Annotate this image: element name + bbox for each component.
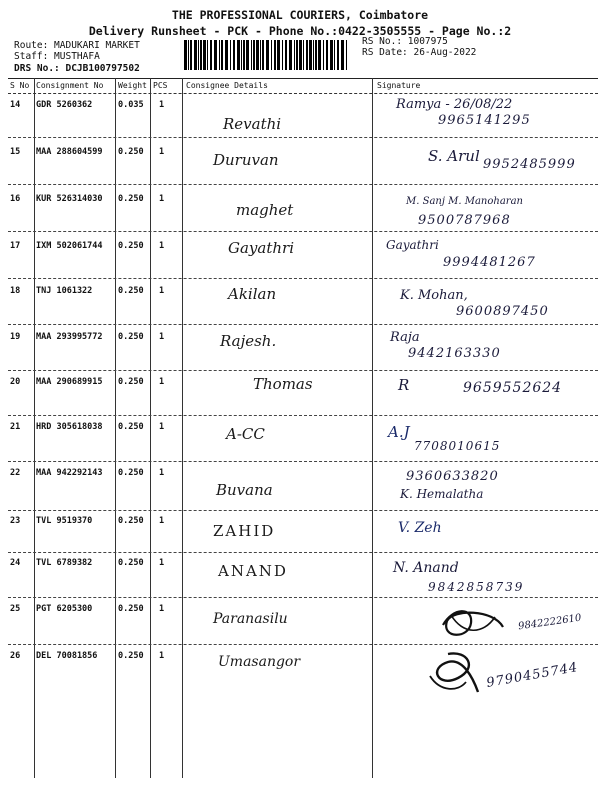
col-consignee: Consignee Details [186,81,268,90]
row-sno: 22 [10,468,21,478]
barcode-bar [309,40,312,70]
consignee-name: A-CC [226,425,265,443]
rs-number: RS No.: 1007975 [362,36,448,47]
row-weight: 0.250 [118,651,144,661]
row-pcs: 1 [159,604,165,614]
table-row [8,186,598,232]
barcode-bar [203,40,206,70]
row-weight: 0.250 [118,468,144,478]
row-consignment: KUR 526314030 [36,194,103,204]
row-weight: 0.250 [118,422,144,432]
barcode-bar [230,40,231,70]
row-pcs: 1 [159,516,165,526]
row-pcs: 1 [159,377,165,387]
barcode-bar [207,40,208,70]
recipient-signature: M. Sanj M. Manoharan [406,196,523,207]
table-row [8,326,598,371]
row-pcs: 1 [159,286,165,296]
row-pcs: 1 [159,194,165,204]
barcode-bar [194,40,197,70]
row-weight: 0.250 [118,194,144,204]
barcode-bar [251,40,252,70]
barcode-bar [303,40,304,70]
consignee-name: Buvana [216,481,273,499]
barcode-bar [289,40,292,70]
row-consignment: GDR 5260362 [36,100,93,110]
recipient-phone: 9965141295 [438,113,531,128]
row-consignment: DEL 70081856 [36,651,98,661]
consignee-name: Thomas [253,375,313,393]
barcode-bar [282,40,283,70]
col-sno: S No [10,81,30,90]
col-weight: Weight [118,81,147,90]
consignee-name: Duruvan [213,151,279,169]
recipient-signature: K. Mohan, [400,288,468,303]
barcode-bar [200,40,202,70]
route-label: Route: MADUKARI MARKET [14,40,140,51]
recipient-signature: R [398,376,410,394]
consignee-name: Revathi [223,115,282,133]
row-consignment: MAA 293995772 [36,332,103,342]
barcode-bar [346,40,347,70]
recipient-phone: 9600897450 [456,304,549,319]
recipient-phone: 9500787968 [418,213,511,228]
row-pcs: 1 [159,558,165,568]
consignee-name: Rajesh. [220,332,277,350]
barcode-bar [190,40,192,70]
consignee-name: ZAHID [213,522,276,540]
recipient-signature: Gayathri [386,238,439,252]
barcode-bar [260,40,261,70]
row-pcs: 1 [159,241,165,251]
table-row [8,139,598,185]
barcode-bar [246,40,249,70]
recipient-signature: S. Arul [428,147,480,165]
recipient-phone: 9442163330 [408,346,501,361]
row-weight: 0.250 [118,147,144,157]
barcode-bar [271,40,272,70]
recipient-signature: K. Hemalatha [400,487,484,501]
barcode-bar [219,40,220,70]
row-pcs: 1 [159,651,165,661]
row-sno: 20 [10,377,21,387]
barcode-bar [306,40,308,70]
row-sno: 26 [10,651,21,661]
row-consignment: MAA 290689915 [36,377,103,387]
row-consignment: TVL 6789382 [36,558,93,568]
row-weight: 0.250 [118,558,144,568]
barcode-bar [341,40,344,70]
row-consignment: MAA 288604599 [36,147,103,157]
recipient-phone: 9952485999 [483,157,576,172]
recipient-phone: 9842858739 [428,580,525,594]
row-consignment: IXM 502061744 [36,241,103,251]
row-sno: 25 [10,604,21,614]
row-sno: 16 [10,194,21,204]
recipient-phone: 9360633820 [406,469,499,484]
row-weight: 0.250 [118,516,144,526]
barcode-bar [243,40,245,70]
barcode-bar [313,40,314,70]
recipient-signature: N. Anand [393,560,459,576]
barcode-bar [330,40,333,70]
barcode-bar [315,40,317,70]
barcode-bar [184,40,187,70]
row-weight: 0.250 [118,286,144,296]
row-consignment: TNJ 1061322 [36,286,93,296]
barcode-bar [253,40,255,70]
col-pcs: PCS [153,81,168,90]
table-row [8,512,598,553]
table-row [8,463,598,511]
barcode-bar [214,40,217,70]
barcode-bar [326,40,328,70]
row-weight: 0.250 [118,332,144,342]
row-sno: 21 [10,422,21,432]
row-weight: 0.250 [118,604,144,614]
barcode-bar [198,40,199,70]
recipient-signature: Ramya - 26/08/22 [396,97,513,112]
consignee-name: ANAND [218,562,288,580]
row-weight: 0.035 [118,100,144,110]
row-pcs: 1 [159,422,165,432]
barcode-bar [225,40,228,70]
row-consignment: TVL 9519370 [36,516,93,526]
consignee-name: Umasangor [218,654,301,670]
consignee-name: maghet [236,201,294,219]
row-sno: 19 [10,332,21,342]
table-row [8,417,598,462]
barcode-bar [296,40,298,70]
table-row [8,95,598,138]
row-weight: 0.250 [118,241,144,251]
barcode-bar [188,40,189,70]
recipient-phone: 9790455744 [485,660,580,691]
barcode-bar [299,40,302,70]
recipient-phone: 9659552624 [463,380,563,396]
barcode-bar [256,40,259,70]
table-row [8,599,598,645]
row-pcs: 1 [159,147,165,157]
row-sno: 17 [10,241,21,251]
barcode-bar [237,40,240,70]
barcode-bar [221,40,223,70]
row-sno: 18 [10,286,21,296]
barcode-bar [241,40,242,70]
row-pcs: 1 [159,332,165,342]
barcode-bar [210,40,212,70]
barcode-bar [334,40,335,70]
recipient-signature: V. Zeh [398,520,442,536]
recipient-signature: A.J [388,423,410,441]
col-signature: Signature [377,81,421,90]
table-row [8,372,598,416]
runsheet-table-header [8,78,598,94]
barcode-bar [323,40,324,70]
row-sno: 24 [10,558,21,568]
row-consignment: PGT 6205300 [36,604,93,614]
table-row [8,554,598,598]
row-sno: 23 [10,516,21,526]
consignee-name: Paranasilu [213,611,288,627]
row-weight: 0.250 [118,377,144,387]
barcode-bar [274,40,276,70]
staff-label: Staff: MUSTHAFA [14,51,100,62]
barcode-bar [233,40,235,70]
consignee-name: Gayathri [228,239,294,257]
barcode-bar [285,40,287,70]
row-pcs: 1 [159,468,165,478]
barcode-bar [277,40,280,70]
table-row [8,646,598,694]
runsheet-subtitle: Delivery Runsheet - PCK - Phone No.:0422-3505555 - Page No.:2 [88,24,512,38]
barcode-bar [266,40,269,70]
barcode-bar [318,40,321,70]
recipient-phone: 7708010615 [414,439,501,453]
table-row [8,233,598,279]
consignee-name: Akilan [228,285,277,303]
barcode-bar [262,40,264,70]
drs-number: DRS No.: DCJB100797502 [14,63,140,74]
row-consignment: HRD 305618038 [36,422,103,432]
barcode-bar [337,40,339,70]
row-consignment: MAA 942292143 [36,468,103,478]
signature-scribble [418,648,488,696]
signature-scribble [433,605,513,641]
row-sno: 14 [10,100,21,110]
recipient-phone: 9842222610 [517,612,583,633]
barcode-bar [294,40,295,70]
rs-date: RS Date: 26-Aug-2022 [362,47,477,58]
row-sno: 15 [10,147,21,157]
table-row [8,280,598,325]
row-pcs: 1 [159,100,165,110]
col-consignment: Consignment No [36,81,104,90]
recipient-phone: 9994481267 [443,255,536,270]
barcode-image [182,38,352,72]
recipient-signature: Raja [390,330,420,345]
company-title: THE PROFESSIONAL COURIERS, Coimbatore [171,8,429,22]
